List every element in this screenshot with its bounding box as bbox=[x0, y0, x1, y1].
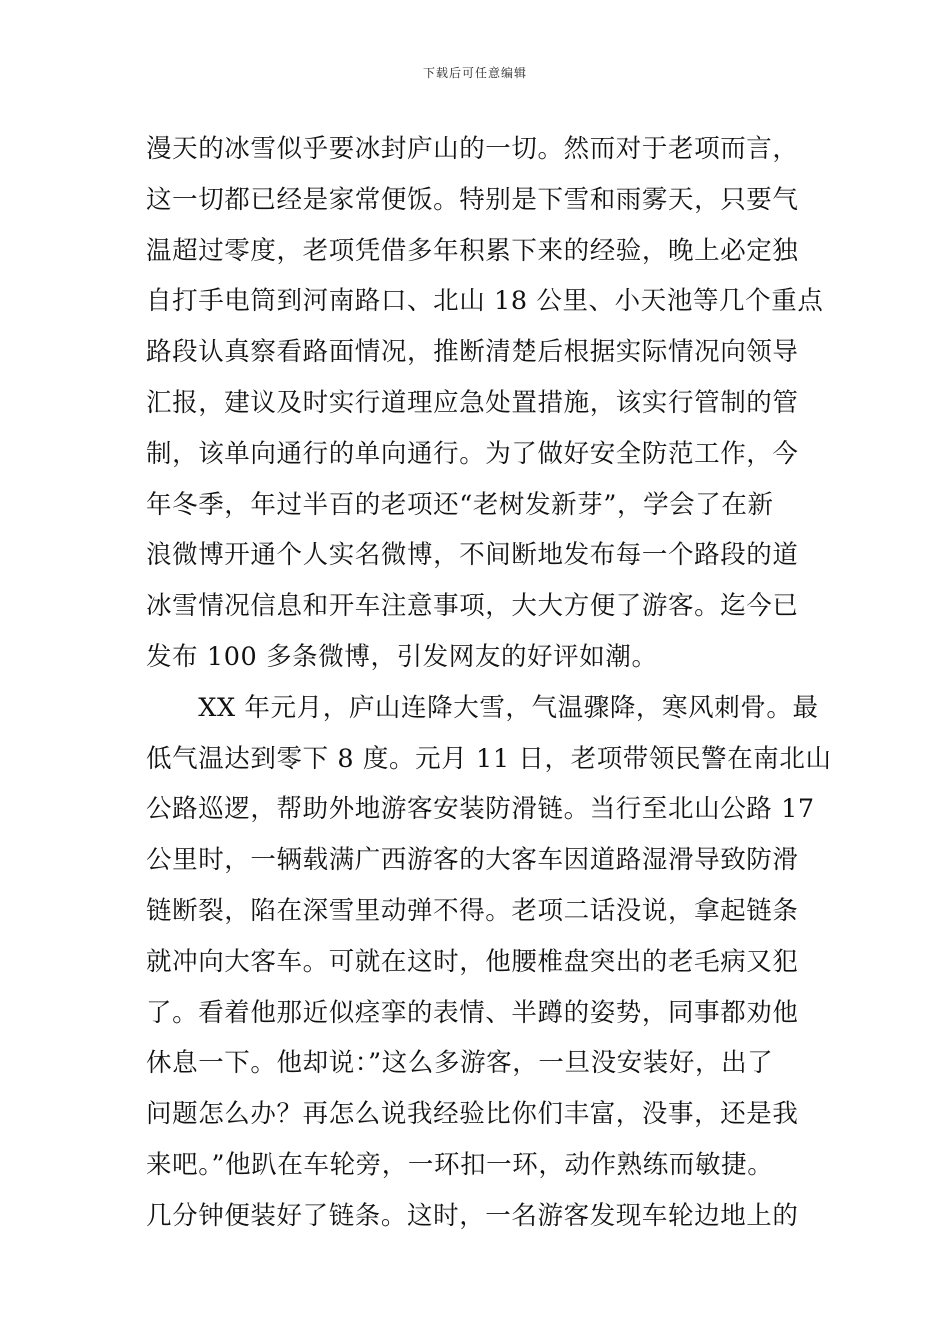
paragraph-1 bbox=[146, 124, 824, 683]
text-line: 公路巡逻，帮助外地游客安装防滑链。当行至北山公路 17 bbox=[146, 794, 815, 825]
text-line: 低气温达到零下 8 度。元月 11 日，老项带领民警在南北山 bbox=[146, 743, 832, 774]
text-line: 公里时，一辆载满广西游客的大客车因道路湿滑导致防滑 bbox=[146, 845, 799, 876]
text-line: 来吧。”他趴在车轮旁，一环扣一环，动作熟练而敏捷。 bbox=[146, 1149, 774, 1180]
text-line: XX 年元月，庐山连降大雪，气温骤降，寒风刺骨。最 bbox=[146, 692, 819, 723]
text-line: 制，该单向通行的单向通行。为了做好安全防范工作，今 bbox=[146, 438, 799, 469]
text-line: 温超过零度，老项凭借多年积累下来的经验，晚上必定独 bbox=[146, 235, 799, 266]
header-note: 下载后可任意编辑 bbox=[422, 66, 527, 80]
text-line: 汇报，建议及时实行道理应急处置措施，该实行管制的管 bbox=[146, 387, 799, 418]
text-line: 浪微博开通个人实名微博，不间断地发布每一个路段的道 bbox=[146, 540, 799, 571]
text-line: 就冲向大客车。可就在这时，他腰椎盘突出的老毛病又犯 bbox=[146, 946, 799, 977]
document-body bbox=[146, 124, 832, 1242]
text-line: 几分钟便装好了链条。这时，一名游客发现车轮边地上的 bbox=[146, 1200, 799, 1231]
text-line: 了。看着他那近似痉挛的表情、半蹲的姿势，同事都劝他 bbox=[146, 997, 799, 1028]
text-line: 冰雪情况信息和开车注意事项，大大方便了游客。迄今已 bbox=[146, 591, 799, 622]
paragraph-2 bbox=[146, 683, 832, 1242]
text-line: 链断裂，陷在深雪里动弹不得。老项二话没说，拿起链条 bbox=[146, 895, 799, 926]
text-line: 漫天的冰雪似乎要冰封庐山的一切。然而对于老项而言， bbox=[146, 134, 799, 164]
text-line: 问题怎么办？再怎么说我经验比你们丰富，没事，还是我 bbox=[146, 1099, 799, 1130]
text-line: 路段认真察看路面情况，推断清楚后根据实际情况向领导 bbox=[146, 337, 799, 368]
text-line: 休息一下。他却说：”这么多游客，一旦没安装好，出了 bbox=[146, 1048, 774, 1079]
text-line: 年冬季，年过半百的老项还“老树发新芽”，学会了在新 bbox=[146, 489, 774, 520]
text-line: 自打手电筒到河南路口、北山 18 公里、小天池等几个重点 bbox=[146, 286, 824, 317]
text-line: 这一切都已经是家常便饭。特别是下雪和雨雾天，只要气 bbox=[146, 184, 799, 215]
text-line: 发布 100 多条微博，引发网友的好评如潮。 bbox=[146, 641, 658, 672]
